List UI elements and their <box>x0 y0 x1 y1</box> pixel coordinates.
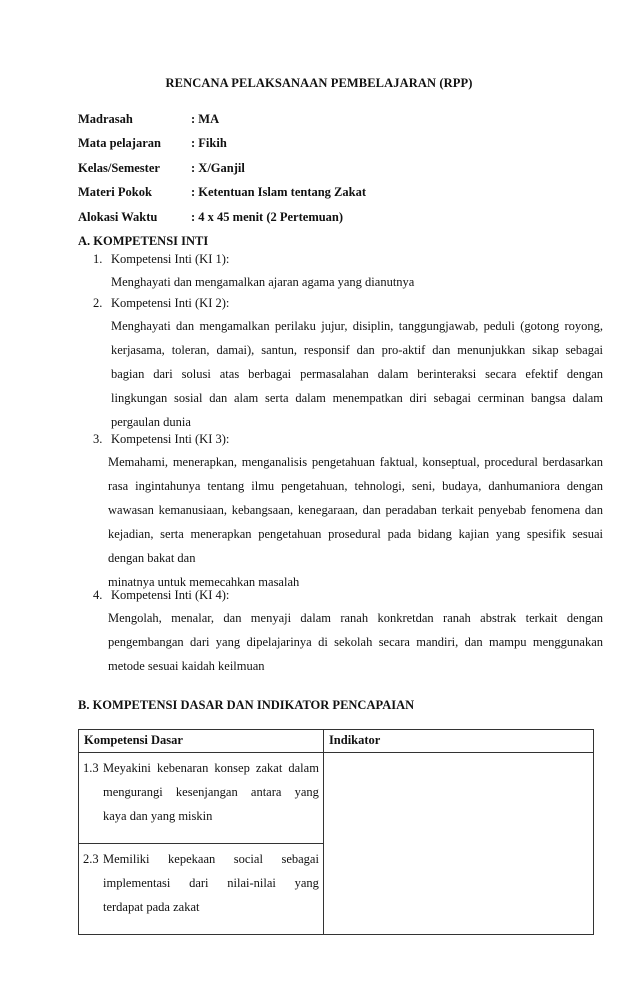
kd-text-line: Memiliki kepekaan social sebagai <box>103 852 319 866</box>
ki-title: Kompetensi Inti (KI 3): <box>111 432 230 446</box>
header-kompetensi-dasar: Kompetensi Dasar <box>79 730 324 753</box>
kd-number: 2.3 <box>83 852 99 866</box>
ki-heading <box>78 248 603 270</box>
kd-text-line: implementasi dari nilai-nilai yang <box>103 876 319 890</box>
kd-cell <box>79 753 324 844</box>
kd-text-line: mengurangi kesenjangan antara yang <box>103 785 319 799</box>
ki-text-line: lingkungan sosial dan alam serta dalam menempatkan diri sebagai cerminan bangsa dalam <box>111 391 603 405</box>
kd-cell <box>79 844 324 935</box>
ki-title: Kompetensi Inti (KI 4): <box>111 588 230 602</box>
meta-value: : MA <box>191 112 220 126</box>
ki-text-line: Mengolah, menalar, dan menyaji dalam ranah konkretdan ranah abstrak terkait dengan <box>108 611 603 625</box>
section-b-heading: B. KOMPETENSI DASAR DAN INDIKATOR PENCAPAIAN <box>78 698 415 712</box>
table-row <box>79 753 594 844</box>
ki-item-4 <box>78 584 603 678</box>
ki-item-1 <box>78 248 603 294</box>
ki-text <box>78 314 603 434</box>
ki-text-line: minatnya untuk memecahkan masalah <box>108 575 300 589</box>
ki-text <box>78 270 603 294</box>
meta-value: : Ketentuan Islam tentang Zakat <box>191 185 367 200</box>
ki-text-line: Memahami, menerapkan, menganalisis pengetahuan faktual, konseptual, procedural berdasarkan <box>108 455 603 469</box>
meta-label: Alokasi Waktu <box>78 209 158 224</box>
meta-row-alokasi-waktu <box>78 209 598 233</box>
ki-text-line: Menghayati dan mengamalkan ajaran agama yang dianutnya <box>111 275 415 289</box>
kd-indicator-table <box>78 729 594 935</box>
kd-number: 1.3 <box>83 761 99 775</box>
meta-value: : X/Ganjil <box>191 160 245 175</box>
identity-block <box>78 111 598 233</box>
meta-label: Materi Pokok <box>78 185 152 200</box>
document-title: RENCANA PELAKSANAAN PEMBELAJARAN (RPP) <box>165 76 473 90</box>
meta-row-madrasah <box>78 111 598 135</box>
kd-item <box>79 844 323 919</box>
kd-text-line: terdapat pada zakat <box>103 900 200 914</box>
meta-label: Madrasah <box>78 112 133 126</box>
ki-text-line: kejadian, serta menerapkan pengetahuan prosedural pada bidang kajian yang spesifik sesuai <box>108 527 603 541</box>
ki-text <box>78 606 603 678</box>
ki-number: 4. <box>93 588 103 602</box>
ki-number: 1. <box>93 252 103 266</box>
header-indikator: Indikator <box>323 730 593 753</box>
ki-text-line: Menghayati dan mengamalkan perilaku jujur, disiplin, tanggungjawab, peduli (gotong royong, <box>111 319 603 333</box>
ki-item-3 <box>78 428 603 594</box>
ki-heading <box>78 292 603 314</box>
meta-value: : Fikih <box>191 136 227 151</box>
kd-text-line: kaya dan yang miskin <box>103 809 213 823</box>
ki-text-line: pengembangan dari yang dipelajarinya di sekolah secara mandiri, dan mampu menggunakan <box>108 635 603 649</box>
ki-text-line: metode sesuai kaidah keilmuan <box>108 659 265 673</box>
ki-text-line: wawasan kemanusiaan, kebangsaan, kenegaraan, dan peradaban terkait penyebab fenomena dan <box>108 503 603 517</box>
meta-row-kelas-semester <box>78 160 598 184</box>
table-header-row <box>79 730 594 753</box>
ki-number: 3. <box>93 432 103 446</box>
ki-text-line: bagian dari solusi atas berbagai permasalahan dalam berinteraksi secara efektif dengan <box>111 367 603 381</box>
ki-text-line: rasa ingintahunya tentang ilmu pengetahuan, tehnologi, seni, budaya, danhumaniora dengan <box>108 479 603 493</box>
kd-item <box>79 753 323 828</box>
meta-row-mata-pelajaran <box>78 135 598 159</box>
meta-value: : 4 x 45 menit (2 Pertemuan) <box>191 209 344 224</box>
ki-item-2 <box>78 292 603 434</box>
ki-title: Kompetensi Inti (KI 2): <box>111 296 230 310</box>
ki-text <box>78 450 603 594</box>
kd-text-line: Meyakini kebenaran konsep zakat dalam <box>103 761 319 775</box>
ki-number: 2. <box>93 296 103 310</box>
indicator-cell <box>323 753 593 935</box>
ki-heading <box>78 428 603 450</box>
meta-label: Mata pelajaran <box>78 136 161 151</box>
meta-row-materi-pokok <box>78 184 598 208</box>
meta-label: Kelas/Semester <box>78 160 160 175</box>
ki-heading <box>78 584 603 606</box>
ki-text-line: kerjasama, toleran, damai), santun, responsif dan pro-aktif dan menunjukkan sikap sebagai <box>111 343 603 357</box>
ki-title: Kompetensi Inti (KI 1): <box>111 252 230 266</box>
ki-text-line: dengan bakat dan <box>108 551 196 565</box>
section-a-heading: A. KOMPETENSI INTI <box>78 234 209 248</box>
ki-text-line: pergaulan dunia <box>111 415 191 429</box>
